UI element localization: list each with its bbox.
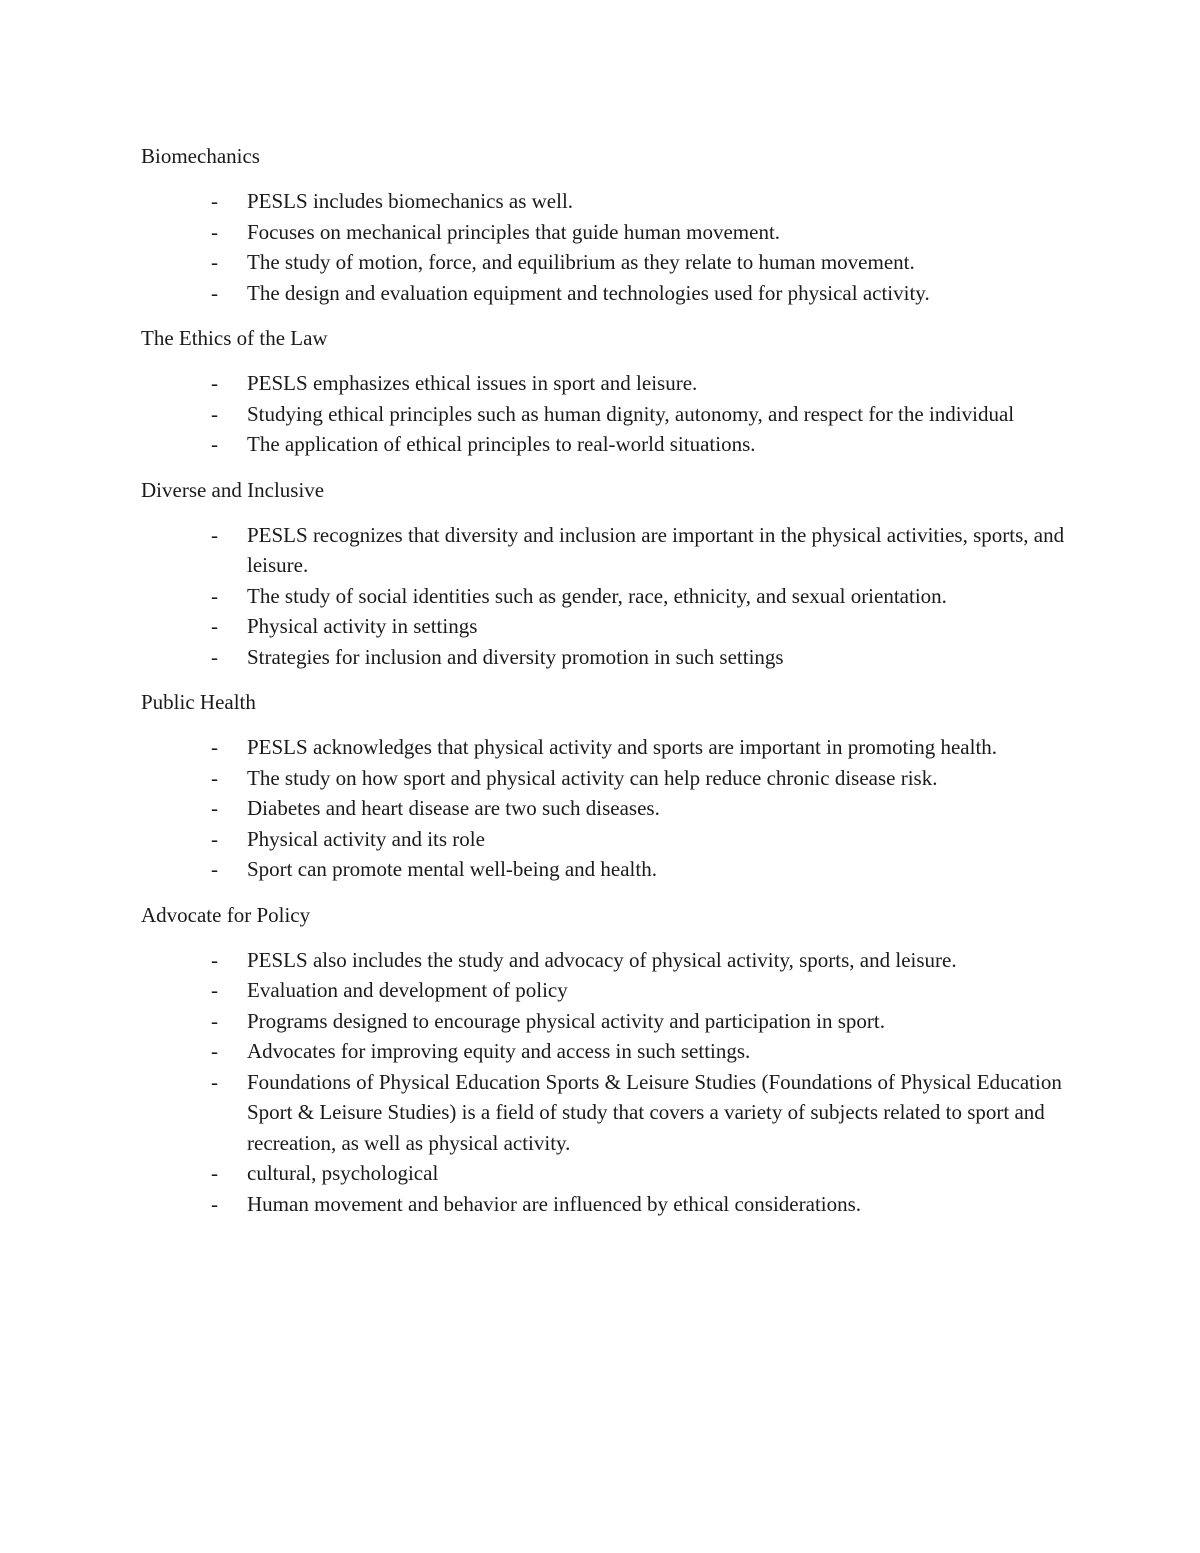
list-item <box>141 429 1071 460</box>
bullet-dash: - <box>211 978 218 1002</box>
bullet-dash: - <box>211 1039 218 1063</box>
section-heading: Diverse and Inclusive <box>141 477 325 502</box>
list-item-text: Foundations of Physical Education Sports & Leisure Studies (Foundations of Physical Education Sport & Leisure Studies) is a field of study that covers a variety of subjects related to sport and recreation, as well as physical activity. <box>247 1069 1062 1155</box>
list-item-text: Advocates for improving equity and access in such settings. <box>247 1039 751 1063</box>
list-item-text: The design and evaluation equipment and technologies used for physical activity. <box>247 280 930 305</box>
bullet-dash: - <box>211 644 218 669</box>
bullet-list <box>141 945 1071 1220</box>
list-item-text: Strategies for inclusion and diversity promotion in such settings <box>247 644 784 669</box>
list-item <box>141 278 1071 309</box>
bullet-dash: - <box>211 1069 218 1094</box>
list-item <box>141 1189 1071 1220</box>
list-item-text: PESLS recognizes that diversity and inclusion are important in the physical activities, sports, and leisure. <box>247 522 1065 577</box>
list-item-text: PESLS includes biomechanics as well. <box>247 189 574 213</box>
bullet-dash: - <box>211 1008 218 1033</box>
list-item <box>141 399 1071 430</box>
list-item-text: Evaluation and development of policy <box>247 978 568 1002</box>
bullet-dash: - <box>211 735 218 759</box>
list-item <box>141 247 1071 278</box>
list-item <box>141 1036 1071 1067</box>
section-ethics-of-the-law <box>141 323 1071 460</box>
list-item <box>141 368 1071 399</box>
list-item <box>141 217 1071 248</box>
bullet-dash: - <box>211 280 218 305</box>
list-item <box>141 854 1071 885</box>
list-item <box>141 1067 1071 1159</box>
list-item-text: The study on how sport and physical activity can help reduce chronic disease risk. <box>247 765 938 790</box>
list-item-text: PESLS emphasizes ethical issues in sport and leisure. <box>247 371 698 395</box>
bullet-dash: - <box>211 826 218 851</box>
list-item <box>141 611 1071 642</box>
bullet-dash: - <box>211 614 218 638</box>
bullet-dash: - <box>211 1191 218 1216</box>
list-item <box>141 732 1071 763</box>
bullet-dash: - <box>211 401 218 426</box>
section-public-health <box>141 687 1071 885</box>
bullet-dash: - <box>211 189 218 213</box>
bullet-list <box>141 368 1071 460</box>
list-item <box>141 520 1071 581</box>
list-item <box>141 1006 1071 1037</box>
bullet-dash: - <box>211 857 218 881</box>
bullet-list <box>141 520 1071 673</box>
list-item-text: Human movement and behavior are influenced by ethical considerations. <box>247 1191 862 1216</box>
bullet-dash: - <box>211 796 218 820</box>
list-item-text: Physical activity and its role <box>247 826 485 851</box>
bullet-dash: - <box>211 947 218 972</box>
list-item-text: Programs designed to encourage physical activity and participation in sport. <box>247 1008 885 1033</box>
bullet-dash: - <box>211 583 218 608</box>
bullet-dash: - <box>211 432 218 456</box>
list-item <box>141 975 1071 1006</box>
document-page <box>141 141 1071 1234</box>
list-item <box>141 581 1071 612</box>
section-advocate-for-policy <box>141 900 1071 1220</box>
section-biomechanics <box>141 141 1071 308</box>
bullet-dash: - <box>211 250 218 274</box>
section-heading: The Ethics of the Law <box>141 326 328 350</box>
section-diverse-and-inclusive <box>141 475 1071 673</box>
list-item <box>141 1158 1071 1189</box>
bullet-dash: - <box>211 219 218 244</box>
list-item <box>141 186 1071 217</box>
bullet-dash: - <box>211 522 218 547</box>
section-heading: Advocate for Policy <box>141 902 311 927</box>
list-item <box>141 945 1071 976</box>
list-item <box>141 824 1071 855</box>
bullet-list <box>141 186 1071 308</box>
list-item-text: Studying ethical principles such as human dignity, autonomy, and respect for the individual <box>247 401 1015 426</box>
bullet-dash: - <box>211 765 218 790</box>
list-item-text: Diabetes and heart disease are two such diseases. <box>247 796 660 820</box>
list-item-text: The application of ethical principles to real-world situations. <box>247 432 756 456</box>
list-item-text: PESLS acknowledges that physical activity and sports are important in promoting health. <box>247 735 998 759</box>
list-item-text: The study of social identities such as gender, race, ethnicity, and sexual orientation. <box>247 583 947 608</box>
bullet-dash: - <box>211 371 218 395</box>
section-heading: Public Health <box>141 690 256 714</box>
list-item-text: cultural, psychological <box>247 1161 439 1185</box>
list-item <box>141 793 1071 824</box>
bullet-list <box>141 732 1071 885</box>
list-item <box>141 642 1071 673</box>
list-item-text: PESLS also includes the study and advocacy of physical activity, sports, and leisure. <box>247 947 957 972</box>
section-heading: Biomechanics <box>141 144 260 168</box>
list-item-text: Focuses on mechanical principles that guide human movement. <box>247 219 781 244</box>
list-item-text: Sport can promote mental well-being and health. <box>247 857 657 881</box>
bullet-dash: - <box>211 1161 218 1185</box>
list-item-text: The study of motion, force, and equilibrium as they relate to human movement. <box>247 250 915 274</box>
list-item-text: Physical activity in settings <box>247 614 478 638</box>
list-item <box>141 763 1071 794</box>
